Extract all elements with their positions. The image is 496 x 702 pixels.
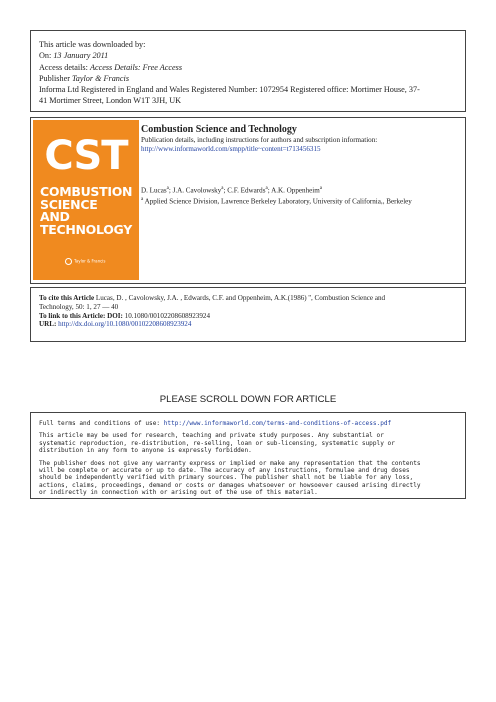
publisher-label: Publisher xyxy=(39,73,72,83)
cover-publisher-text: Taylor & Francis xyxy=(74,258,106,264)
author-list xyxy=(141,184,463,195)
full-terms-label: Full terms and conditions of use: xyxy=(39,420,164,427)
cover-title-line: TECHNOLOGY xyxy=(40,221,132,237)
registration-line-1: Informa Ltd Registered in England and Wales Registered Number: 1072954 Registered office: Mortimer House, 37- xyxy=(39,85,420,95)
citation-box xyxy=(30,287,466,342)
cover-title-line: SCIENCE xyxy=(40,196,98,212)
affiliation-marker: a xyxy=(141,197,144,203)
download-date-value: 13 January 2011 xyxy=(53,51,109,61)
journal-link[interactable]: http://www.informaworld.com/smpp/title~content=t713456315 xyxy=(141,145,321,153)
download-date-line xyxy=(39,50,457,61)
doi-line xyxy=(39,312,457,321)
article-info-box xyxy=(30,117,466,284)
disclaimer-line: The publisher does not give any warranty express or implied or make any representation that the contents xyxy=(39,459,421,467)
citation-text xyxy=(39,294,457,303)
disclaimer-line: will be complete or accurate or up to date. The accuracy of any instructions, formulae and drug doses xyxy=(39,467,410,475)
disclaimer-line: should be independently verified with primary sources. The publisher shall not be liable for any loss, xyxy=(39,474,414,482)
publisher-logo-icon xyxy=(65,258,72,265)
publication-details-text: Publication details, including instructions for authors and subscription information: xyxy=(141,136,378,144)
access-details-value: Access Details: Free Access xyxy=(89,62,183,72)
publisher-line xyxy=(39,73,457,84)
access-details-line xyxy=(39,62,457,73)
usage-line: This article may be used for research, teaching and private study purposes. Any substantial or xyxy=(39,432,384,440)
full-terms-line xyxy=(39,420,457,427)
downloaded-by-text: This article was downloaded by: xyxy=(39,40,146,49)
terms-box xyxy=(30,412,466,499)
doi-label: To link to this Article: DOI: xyxy=(39,311,123,320)
registration-line-2: 41 Mortimer Street, London W1T 3JH, UK xyxy=(39,96,182,106)
cover-logo: CST xyxy=(44,133,128,179)
url-label: URL: xyxy=(39,320,57,329)
usage-paragraph xyxy=(39,432,457,454)
usage-line: systematic reproduction, re-distribution, re-selling, loan or sub-licensing, systematic supply or xyxy=(39,439,395,447)
journal-cover-image xyxy=(33,120,139,280)
affiliation-marker: a xyxy=(265,186,268,191)
disclaimer-line: or indirectly in connection with or arising out of the use of this material. xyxy=(39,489,318,497)
journal-title: Combustion Science and Technology xyxy=(141,124,297,135)
cover-masthead xyxy=(38,124,134,132)
affiliation-marker: a xyxy=(221,186,224,191)
download-info-box xyxy=(30,30,466,112)
cover-title xyxy=(40,186,132,236)
scroll-down-notice: PLEASE SCROLL DOWN FOR ARTICLE xyxy=(159,394,337,405)
affiliation-marker: a xyxy=(166,186,169,191)
author-name: ; J.A. Cavolowsky xyxy=(168,186,222,195)
access-details-label: Access details: xyxy=(39,62,90,72)
affiliation-marker: a xyxy=(319,186,322,191)
doi-link[interactable]: http://dx.doi.org/10.1080/00102208608923924 xyxy=(56,320,192,329)
author-name: ; A.K. Oppenheim xyxy=(267,186,320,195)
affiliation-text: Applied Science Division, Lawrence Berkeley Laboratory, University of California,, Berkeley xyxy=(143,197,412,206)
cite-text: Lucas, D. , Cavolowsky, J.A. , Edwards, C.F. and Oppenheim, A.K.(1986) '', Combustion Science and xyxy=(94,294,386,302)
url-line xyxy=(39,320,457,329)
citation-text-2: Technology, 50: 1, 27 — 40 xyxy=(39,302,119,311)
publisher-value: Taylor & Francis xyxy=(71,73,129,83)
cover-publisher-logo xyxy=(65,258,106,265)
author-name: ; C.F. Edwards xyxy=(223,186,266,195)
affiliation xyxy=(141,195,463,206)
disclaimer-paragraph xyxy=(39,460,457,497)
author-name: D. Lucas xyxy=(141,186,167,195)
disclaimer-line: actions, claims, proceedings, demand or costs or damages whatsoever or howsoever caused arising directly xyxy=(39,481,421,489)
usage-line: distribution in any form to anyone is expressly forbidden. xyxy=(39,447,252,455)
download-date-label: On: xyxy=(39,51,54,61)
doi-value: 10.1080/00102208608923924 xyxy=(122,311,210,320)
article-details xyxy=(141,124,463,207)
terms-link[interactable]: http://www.informaworld.com/terms-and-conditions-of-access.pdf xyxy=(163,420,392,427)
cite-label: To cite this Article xyxy=(39,294,95,302)
cover-title-line: COMBUSTION xyxy=(40,184,133,199)
cover-title-line: AND xyxy=(40,209,70,224)
